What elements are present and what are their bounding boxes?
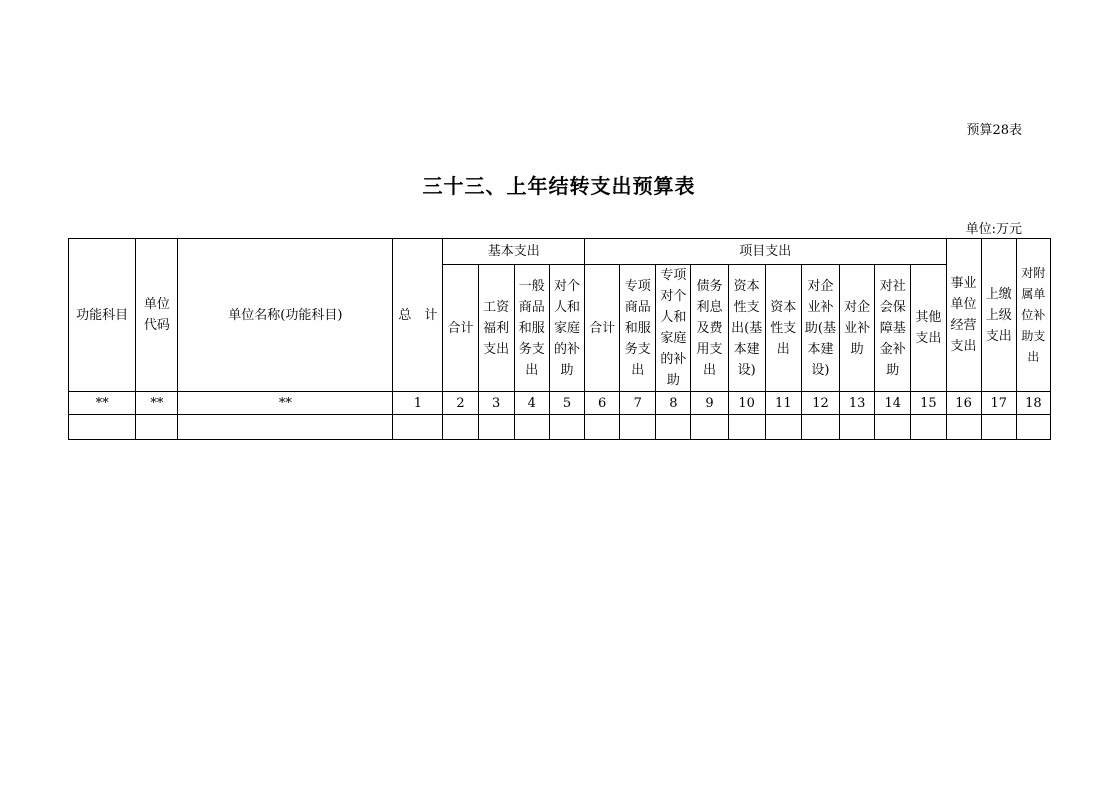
table-cell: [1016, 415, 1050, 440]
header-project-enterprise-construction-text: 对企业补助(基本建设): [804, 278, 836, 378]
header-business-op-text: 事业单位经营支出: [950, 276, 977, 354]
table-cell: 17: [981, 392, 1016, 415]
table-cell: 18: [1016, 392, 1050, 415]
table-cell: 15: [911, 392, 946, 415]
table-cell: 4: [514, 392, 549, 415]
table-cell: 14: [875, 392, 911, 415]
header-project-debt: [691, 265, 728, 392]
header-project-enterprise-text: 对企业补助: [844, 299, 871, 357]
table-cell: [178, 415, 393, 440]
table-cell: [801, 415, 839, 440]
header-total: 总 计: [393, 239, 443, 392]
table-cell: [514, 415, 549, 440]
table-row: [69, 392, 1051, 415]
header-project-social-security: [875, 265, 911, 392]
table-cell: 12: [801, 392, 839, 415]
table-cell: 16: [946, 392, 981, 415]
header-project-group: 项目支出: [585, 239, 946, 265]
header-project-goods: [620, 265, 656, 392]
table-cell: [69, 415, 136, 440]
header-business-op: [946, 239, 981, 392]
table-cell: [585, 415, 620, 440]
table-cell: [656, 415, 691, 440]
header-project-goods-text: 专项商品和服务支出: [624, 278, 651, 378]
header-project-total: 合计: [585, 265, 620, 392]
table-cell: [911, 415, 946, 440]
header-affiliated-text: 对附属单位补助支出: [1021, 265, 1046, 364]
table-cell: 11: [765, 392, 801, 415]
budget-table: [68, 238, 1051, 440]
header-basic-wages: [478, 265, 514, 392]
header-project-subsidy-text: 专项对个人和家庭的补助: [660, 268, 687, 388]
header-basic-subsidy: [549, 265, 584, 392]
header-project-enterprise: [840, 265, 875, 392]
table-cell: [875, 415, 911, 440]
table-cell: 6: [585, 392, 620, 415]
table-cell: 7: [620, 392, 656, 415]
table-cell: [765, 415, 801, 440]
table-cell: 1: [393, 392, 443, 415]
table-cell: 10: [728, 392, 765, 415]
header-unit-code-text: 单位代码: [143, 297, 170, 333]
table-cell: [728, 415, 765, 440]
header-project-debt-text: 债务利息及费用支出: [696, 278, 723, 378]
table-cell: **: [69, 392, 136, 415]
header-project-subsidy: [656, 265, 691, 392]
table-cell: **: [178, 392, 393, 415]
table-cell: [136, 415, 178, 440]
header-basic-group: 基本支出: [443, 239, 585, 265]
header-func-subject: 功能科目: [69, 239, 136, 392]
table-cell: [691, 415, 728, 440]
header-project-social-security-text: 对社会保障基金补助: [879, 278, 906, 378]
header-project-capital-construction: [728, 265, 765, 392]
header-project-other: [911, 265, 946, 392]
header-affiliated: [1016, 239, 1050, 392]
header-project-capital: [765, 265, 801, 392]
table-row: [69, 415, 1051, 440]
table-cell: [393, 415, 443, 440]
page-title: 三十三、上年结转支出预算表: [422, 174, 696, 198]
unit-label: 单位:万元: [965, 222, 1022, 237]
header-project-capital-construction-text: 资本性支出(基本建设): [731, 278, 763, 378]
header-project-enterprise-construction: [801, 265, 839, 392]
form-number: 预算28表: [966, 123, 1022, 138]
header-basic-goods-text: 一般商品和服务支出: [518, 278, 545, 378]
table-cell: 9: [691, 392, 728, 415]
table-cell: [946, 415, 981, 440]
header-unit-name: 单位名称(功能科目): [178, 239, 393, 392]
header-higher-level-text: 上缴上级支出: [985, 286, 1012, 344]
header-basic-wages-text: 工资福利支出: [483, 299, 510, 357]
header-row-top: [69, 239, 1051, 265]
table-cell: 5: [549, 392, 584, 415]
table-cell: [443, 415, 478, 440]
table-cell: 13: [840, 392, 875, 415]
table-cell: [840, 415, 875, 440]
table-cell: **: [136, 392, 178, 415]
header-higher-level: [981, 239, 1016, 392]
table-cell: [620, 415, 656, 440]
table-cell: [981, 415, 1016, 440]
header-project-capital-text: 资本性支出: [770, 299, 797, 357]
table-cell: 2: [443, 392, 478, 415]
header-basic-goods: [514, 265, 549, 392]
header-unit-code: [136, 239, 178, 392]
table-cell: 8: [656, 392, 691, 415]
table-cell: [478, 415, 514, 440]
header-project-other-text: 其他支出: [915, 310, 942, 346]
table-cell: 3: [478, 392, 514, 415]
header-basic-subsidy-text: 对个人和家庭的补助: [553, 278, 580, 378]
table-cell: [549, 415, 584, 440]
header-basic-total: 合计: [443, 265, 478, 392]
